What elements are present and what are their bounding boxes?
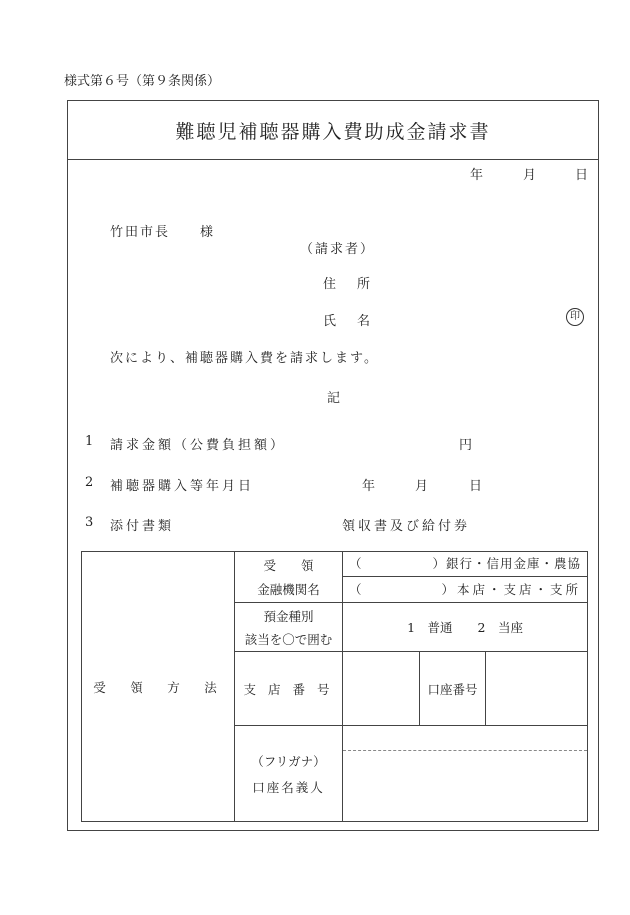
item-2-number: 2 [85, 475, 94, 490]
account-number-label: 口座番号 [420, 652, 486, 726]
branch-number-label: 支 店 番 号 [235, 652, 343, 726]
holder-label-cell [235, 726, 343, 822]
receipt-method-table [81, 551, 588, 822]
title-row [68, 101, 598, 160]
item-3-number: 3 [85, 515, 94, 530]
form-frame [67, 100, 599, 831]
receipt-method-label: 受 領 方 法 [82, 552, 235, 822]
address-label: 住 所 [323, 277, 375, 292]
account-holder-label: 口座名義人 [252, 779, 325, 795]
deposit-type-label: 預金種別 [263, 608, 314, 624]
page-title: 難聴児補聴器購入費助成金請求書 [175, 121, 491, 143]
ki-label: 記 [327, 391, 341, 406]
bank-name-field[interactable] [343, 552, 588, 603]
requester-heading: （請求者） [300, 242, 376, 257]
institution-label-cell [235, 552, 343, 603]
name-label: 氏 名 [323, 314, 375, 329]
request-statement: 次により、補聴器購入費を請求します。 [110, 351, 379, 366]
branch-type-line: （ ）本店・支店・支所 [349, 582, 582, 597]
seal-mark: 印 [566, 308, 584, 326]
date-month-label: 月 [523, 168, 537, 183]
item-1-label: 請求金額（公費負担額） [110, 438, 287, 453]
item-2-label: 補聴器購入等年月日 [110, 479, 255, 494]
item-1-value: 円 [459, 438, 473, 453]
date-year-label: 年 [470, 168, 484, 183]
item-1-number: 1 [85, 434, 94, 449]
furigana-label: （フリガナ） [251, 753, 326, 769]
institution-label: 金融機関名 [257, 582, 320, 597]
branch-number-field[interactable] [343, 652, 420, 726]
item-2-day: 日 [469, 479, 483, 494]
item-2-month: 月 [415, 479, 429, 494]
account-holder-field[interactable] [343, 726, 588, 822]
item-2-year: 年 [362, 479, 376, 494]
item-3-label: 添付書類 [110, 519, 175, 534]
deposit-type-instruction: 該当を〇で囲む [244, 631, 333, 647]
receive-label: 受 領 [263, 558, 314, 573]
bank-type-line: （ ）銀行・信用金庫・農協 [343, 552, 587, 577]
item-3-value: 領収書及び給付券 [342, 519, 471, 534]
form-number-label: 様式第６号（第９条関係） [64, 74, 221, 89]
date-day-label: 日 [575, 168, 589, 183]
addressee: 竹田市長 様 [110, 225, 216, 240]
deposit-type-options[interactable]: 1 普通 2 当座 [343, 603, 588, 652]
deposit-type-label-cell [235, 603, 343, 652]
furigana-line [343, 726, 587, 751]
account-number-field[interactable] [486, 652, 588, 726]
